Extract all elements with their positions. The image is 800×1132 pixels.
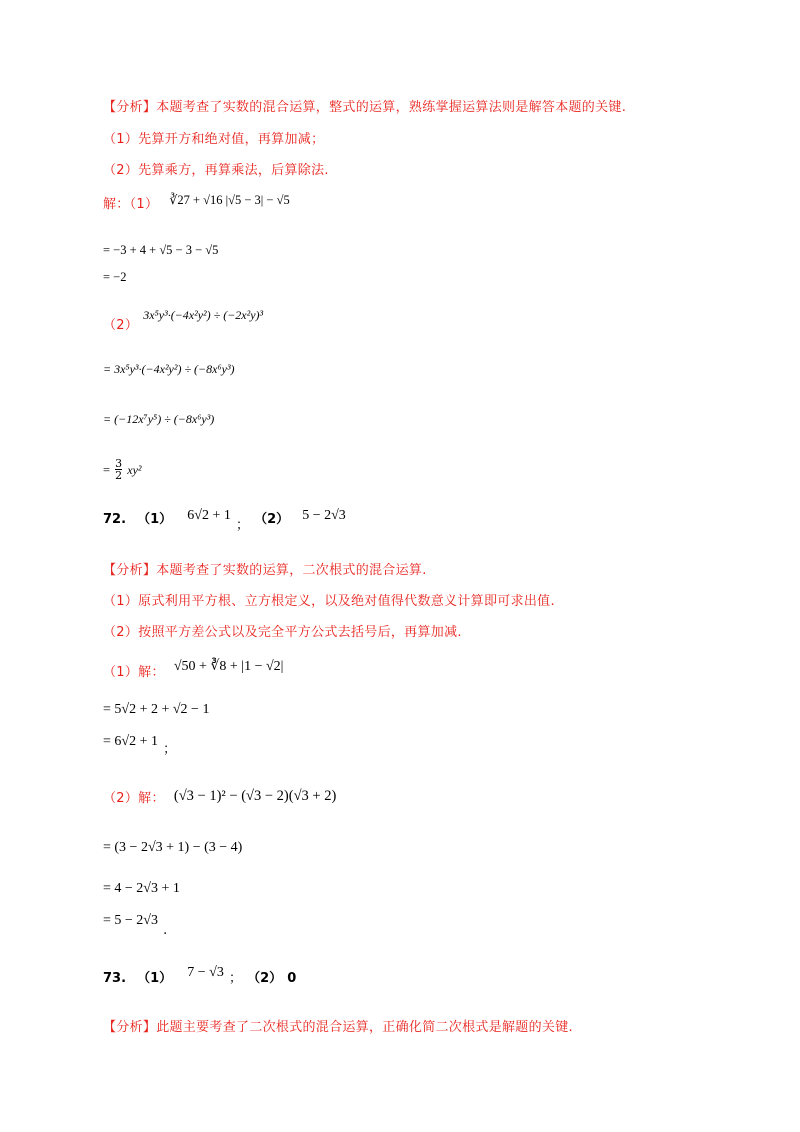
math-step-fraction (103, 458, 142, 481)
fraction-suffix: xy² (127, 463, 142, 477)
answer-value: 0 (287, 971, 297, 986)
separator: ； (235, 518, 249, 533)
part-label: （2） (103, 318, 139, 333)
math-expression: √50 + ∛8 + |1 − √2| (173, 659, 284, 674)
solution-71-part1 (103, 192, 290, 212)
analysis-72-point-1: （1）原式利用平方根、立方根定义，以及绝对值得代数意义计算即可求出值. (103, 594, 555, 609)
math-expression: ∛27 + √16 |√5 − 3| − √5 (169, 193, 290, 207)
math-step: = (3 − 2√3 + 1) − (3 − 4) (103, 840, 243, 855)
separator: ； (163, 742, 177, 757)
part-label: （1） (137, 971, 173, 986)
analysis-72-title: 【分析】本题考查了实数的运算，二次根式的混合运算. (103, 563, 427, 578)
math-step-wrapper (103, 730, 176, 757)
numerator: 3 (115, 457, 123, 470)
answer-value: 5 − 2√3 (302, 508, 346, 523)
math-step: = (−12x⁷y⁵) ÷ (−8x⁶y³) (103, 412, 215, 426)
period: . (163, 923, 168, 938)
math-expression: (√3 − 1)² − (√3 − 2)(√3 + 2) (173, 788, 337, 804)
analysis-71-point-2: （2）先算乘方，再算乘法，后算除法. (103, 163, 329, 178)
solution-72-part1 (103, 655, 283, 680)
answer-value: 6√2 + 1 (187, 508, 231, 523)
question-number: 72. (103, 512, 127, 527)
math-step: = 6√2 + 1 (103, 734, 158, 749)
part-label: （2） (247, 971, 283, 986)
math-step: = 5√2 + 2 + √2 − 1 (103, 702, 210, 717)
question-number: 73. (103, 971, 127, 986)
fraction (115, 458, 122, 481)
answer-73 (103, 965, 296, 986)
math-step: = 5 − 2√3 (103, 913, 158, 928)
part-label: （2）解： (103, 791, 165, 806)
answer-value: 7 − √3 (187, 965, 224, 980)
analysis-73-title: 【分析】此题主要考查了二次根式的混合运算，正确化简二次根式是解题的关键. (103, 1020, 573, 1035)
answer-72 (103, 508, 346, 533)
analysis-71-title: 【分析】本题考查了实数的混合运算，整式的运算，熟练掌握运算法则是解答本题的关键. (103, 100, 627, 115)
math-step: = −2 (103, 270, 127, 284)
denominator: 2 (115, 469, 123, 482)
math-step: = 3x⁵y³·(−4x²y²) ÷ (−8x⁶y³) (103, 362, 235, 376)
math-step: = −3 + 4 + √5 − 3 − √5 (103, 243, 219, 257)
solution-72-part2 (103, 785, 336, 806)
math-expression: 3x⁵y³·(−4x²y²) ÷ (−2x²y)³ (143, 308, 264, 322)
separator: ； (228, 971, 242, 986)
solution-label: 解：（1） (103, 197, 159, 212)
equals-sign: = (103, 463, 111, 477)
part-label: （1）解： (103, 665, 165, 680)
solution-71-part2 (103, 304, 263, 333)
math-step: = 4 − 2√3 + 1 (103, 881, 180, 896)
part-label: （1） (137, 512, 173, 527)
math-step-wrapper (103, 909, 167, 938)
analysis-72-point-2: （2）按照平方差公式以及完全平方公式去括号后，再算加减. (103, 625, 462, 640)
analysis-71-point-1: （1）先算开方和绝对值，再算加减； (103, 132, 325, 147)
part-label: （2） (254, 512, 290, 527)
